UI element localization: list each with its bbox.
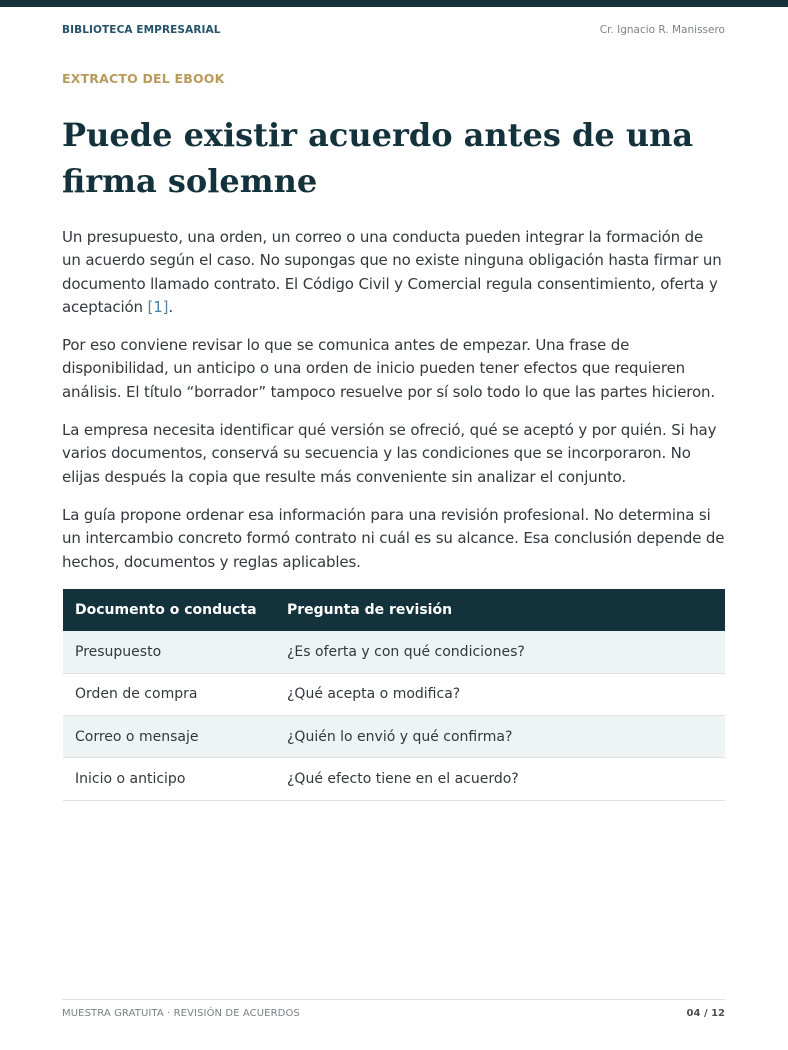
table-row [63,758,725,800]
body-text [62,226,726,589]
paragraph-3: La empresa necesita identificar qué versión se ofreció, qué se aceptó y por quién. Si hay varios documentos, conservá su secuencia y las condiciones que se incorporaron. No elijas después la copia que resulte más conveniente sin analizar el conjunto. [62,421,717,486]
table-row [63,631,725,673]
paragraph-4: La guía propone ordenar esa información para una revisión profesional. No determina si un intercambio concreto formó contrato ni cuál es su alcance. Esa conclusión depende de hechos, documentos y reglas aplicables. [62,505,725,571]
table-cell-question: ¿Qué acepta o modifica? [275,673,725,715]
page-number: 04 / 12 [686,1008,725,1019]
page-title: Puede existir acuerdo antes de una firma solemne [62,116,694,200]
top-accent-bar [0,0,788,7]
brand-label: BIBLIOTECA EMPRESARIAL [62,24,221,36]
section-kicker: EXTRACTO DEL EBOOK [62,71,225,86]
table-cell-question: ¿Qué efecto tiene en el acuerdo? [275,758,725,800]
table-cell-question: ¿Es oferta y con qué condiciones? [275,631,725,673]
table-cell-document: Inicio o anticipo [63,758,275,800]
table-row [63,673,725,715]
author-name: Cr. Ignacio R. Manissero [599,24,725,36]
column-header-document: Documento o conducta [63,589,275,631]
table-cell-document: Presupuesto [63,631,275,673]
table-cell-document: Orden de compra [63,673,275,715]
paragraph-1-text: Un presupuesto, una orden, un correo o una conducta pueden integrar la formación de un acuerdo según el caso. No supongas que no existe ninguna obligación hasta firmar un documento llamado contrato. El Código Civil y Comercial regula consentimiento, oferta y aceptación [62,228,722,316]
table-header-row [63,589,725,631]
paragraph-2: Por eso conviene revisar lo que se comunica antes de empezar. Una frase de disponibilidad, un anticipo o una orden de inicio pueden tener efectos que requieren análisis. El título “borrador” tampoco resuelve por sí solo todo lo que las partes hicieron. [62,336,715,401]
paragraph-1: Un presupuesto, una orden, un correo o una conducta pueden integrar la formación de un acuerdo según el caso. No supongas que no existe ninguna obligación hasta firmar un documento llamado contrato. El Código Civil y Comercial regula consentimiento, oferta y aceptación [1]. [62,228,722,316]
table-cell-document: Correo o mensaje [63,716,275,758]
column-header-question: Pregunta de revisión [275,589,725,631]
table-row [63,716,725,758]
review-table [63,589,725,801]
page-header [62,24,725,36]
footer-label: MUESTRA GRATUITA · REVISIÓN DE ACUERDOS [62,1008,300,1019]
page-footer [62,999,725,1019]
table-cell-question: ¿Quién lo envió y qué confirma? [275,716,725,758]
footnote-reference[interactable]: [1] [147,297,169,316]
